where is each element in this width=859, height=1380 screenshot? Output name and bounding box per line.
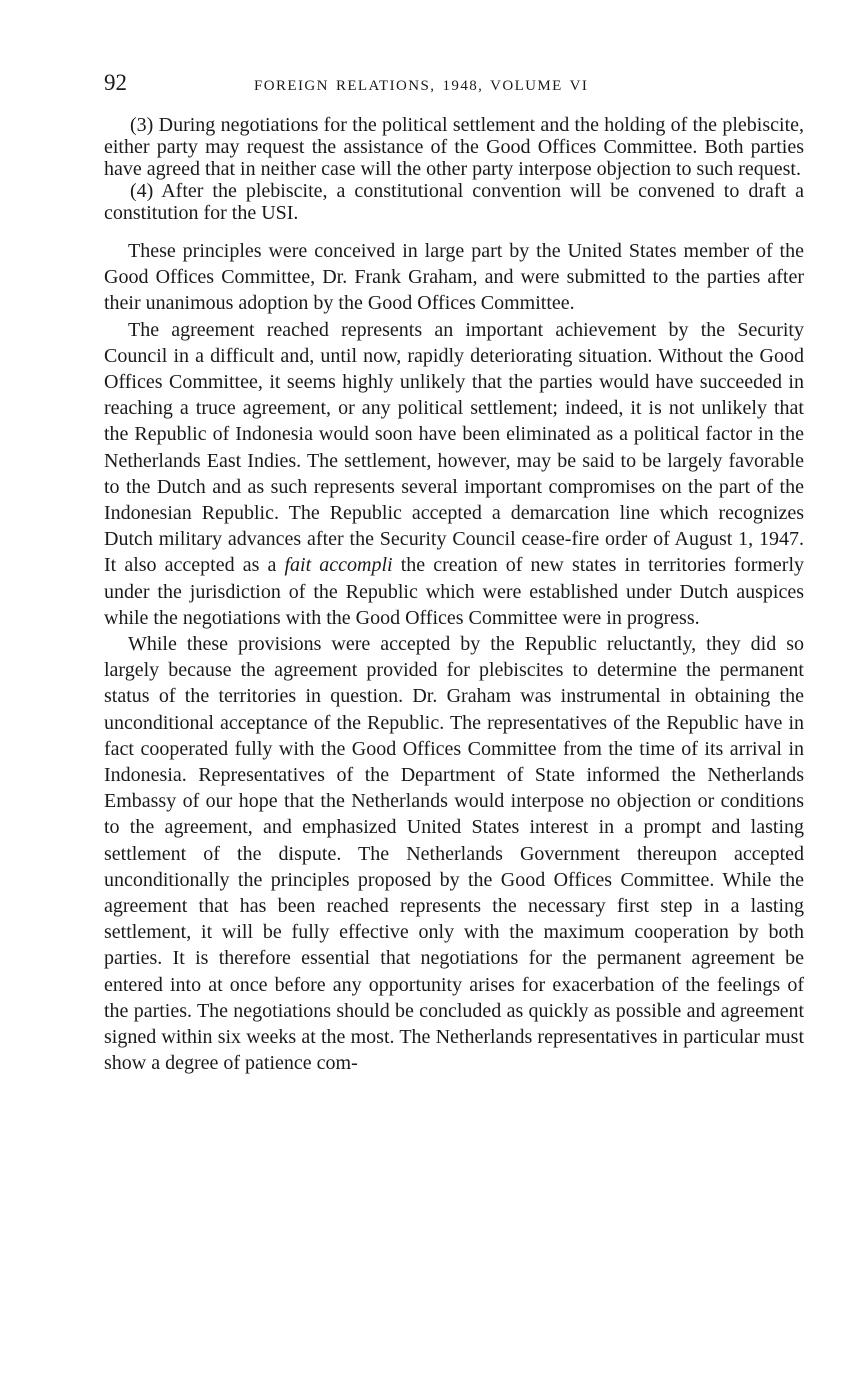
paragraph-agreement-text-end: the creation of new states in territories formerly under the jurisdiction of the Republic which were established under Dutch auspices while the negotiations with the Good Offices Committee were in progress. (104, 554, 805, 629)
page-number: 92 (104, 70, 127, 95)
point-3: (3) During negotiations for the political settlement and the holding of the plebiscite, either party may request the assistance of the Good Offices Committee. Both parties have agreed that in neither case will the other party interpose objection to such request. (104, 114, 804, 180)
paragraph-agreement (104, 317, 804, 631)
paragraph-principles: These principles were conceived in large part by the United States member of the Good Offices Committee, Dr. Frank Graham, and were submitted to the parties after their unanimous adoption by the Good Offices Committee. (104, 240, 804, 315)
italic-phrase: fait accompli (284, 554, 393, 577)
numbered-points (104, 114, 804, 224)
point-4: (4) After the plebiscite, a constitutional convention will be convened to draft a constitution for the USI. (104, 180, 804, 224)
running-head (104, 70, 804, 106)
section-gap (104, 224, 804, 238)
running-head-title: FOREIGN RELATIONS, 1948, VOLUME VI (254, 78, 589, 94)
paragraph-provisions: While these provisions were accepted by the Republic reluctantly, they did so largely because the agreement provided for plebiscites to determine the permanent status of the territories in question. Dr. Graham was instrumental in obtaining the unconditional acceptance of the Republic. The representatives of the Republic have in fact cooperated fully with the Good Offices Committee from the time of its arrival in Indonesia. Representatives of the Department of State informed the Netherlands Embassy of our hope that the Netherlands would interpose no objection or conditions to the agreement, and emphasized United States interest in a prompt and lasting settlement of the dispute. The Netherlands Government thereupon accepted unconditionally the principles proposed by the Good Offices Committee. While the agreement that has been reached represents the necessary first step in a lasting settlement, it will be fully effective only with the maximum cooperation by both parties. It is therefore essential that negotiations for the permanent agreement be entered into at once before any opportunity arises for exacerbation of the feelings of the parties. The negotiations should be concluded as quickly as possible and agreement signed within six weeks at the most. The Netherlands representatives in particular must show a degree of patience com- (104, 633, 804, 1075)
body-text (104, 238, 804, 1077)
paragraph-agreement-text: The agreement reached represents an important achievement by the Security Council in a difficult and, until now, rapidly deteriorating situation. Without the Good Offices Committee, it seems highly unlikely that the parties would have succeeded in reaching a truce agreement, or any political settlement; indeed, it is not unlikely that the Republic of Indonesia would soon have been eliminated as a political factor in the Netherlands East Indies. The settlement, however, may be said to be largely favorable to the Dutch and as such represents several important compromises on the part of the Indonesian Republic. The Republic accepted a demarcation line which recognizes Dutch military advances after the Security Council cease-fire order of August 1, 1947. It also accepted as a (104, 318, 804, 577)
document-page (104, 70, 804, 1077)
